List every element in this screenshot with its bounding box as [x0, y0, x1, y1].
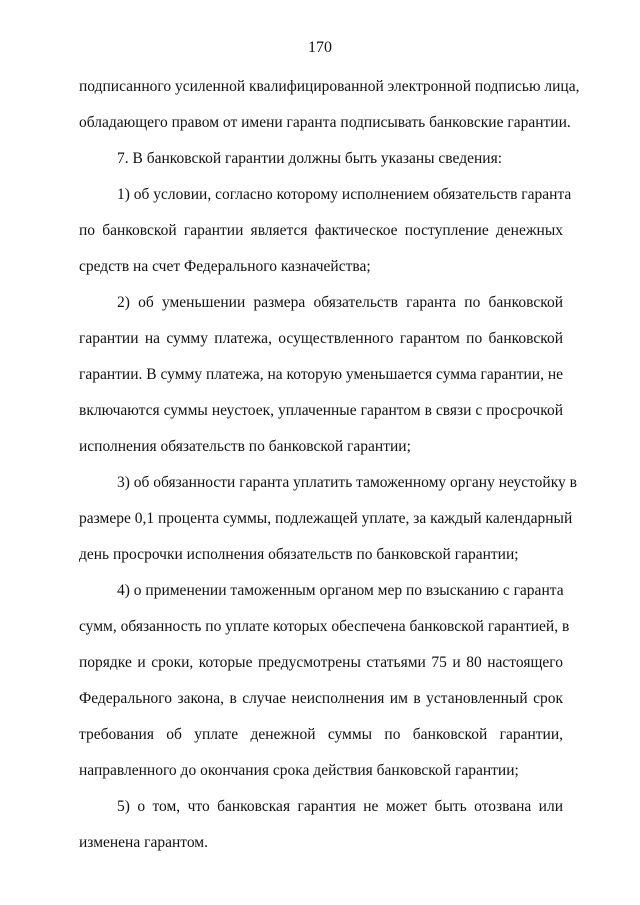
text-line: средств на счет Федерального казначейства; — [79, 258, 371, 275]
text-line: направленного до окончания срока действия банковской гарантии; — [79, 762, 519, 779]
page-number: 170 — [308, 39, 332, 56]
text-line: по банковской гарантии является фактическое поступление денежных — [79, 222, 563, 239]
text-line: подписанного усиленной квалифицированной электронной подписью лица, — [79, 78, 580, 95]
text-line: 1) об условии, согласно которому исполнением обязательств гаранта — [117, 186, 572, 203]
text-line: требования об уплате денежной суммы по банковской гарантии, — [79, 726, 563, 743]
text-line: порядке и сроки, которые предусмотрены статьями 75 и 80 настоящего — [79, 654, 563, 671]
text-line: исполнения обязательств по банковской гарантии; — [79, 438, 411, 455]
text-line: 5) о том, что банковская гарантия не может быть отозвана или — [117, 798, 563, 815]
text-line: 2) об уменьшении размера обязательств гаранта по банковской — [117, 294, 563, 311]
text-line: 7. В банковской гарантии должны быть указаны сведения: — [117, 150, 503, 167]
text-line: изменена гарантом. — [79, 834, 208, 851]
text-line: сумм, обязанность по уплате которых обеспечена банковской гарантией, в — [79, 618, 570, 635]
text-line: гарантии. В сумму платежа, на которую уменьшается сумма гарантии, не — [79, 366, 563, 383]
text-line: 4) о применении таможенным органом мер по взысканию с гаранта — [117, 582, 564, 599]
text-line: включаются суммы неустоек, уплаченные гарантом в связи с просрочкой — [79, 402, 563, 419]
text-line: размере 0,1 процента суммы, подлежащей уплате, за каждый календарный — [79, 510, 573, 527]
text-line: день просрочки исполнения обязательств по банковской гарантии; — [79, 546, 519, 563]
text-line: гарантии на сумму платежа, осуществленного гарантом по банковской — [79, 330, 563, 347]
text-line: Федерального закона, в случае неисполнения им в установленный срок — [79, 690, 563, 707]
text-line: 3) об обязанности гаранта уплатить таможенному органу неустойку в — [117, 474, 577, 491]
text-line: обладающего правом от имени гаранта подписывать банковские гарантии. — [79, 114, 571, 131]
